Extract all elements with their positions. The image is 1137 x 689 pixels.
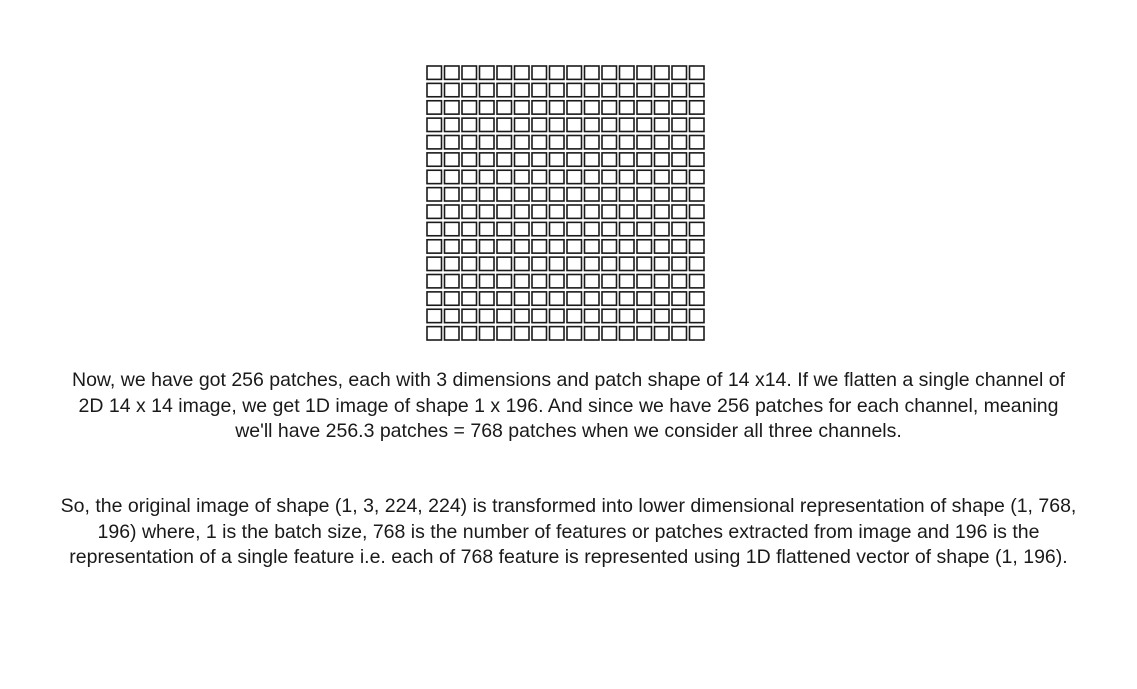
patch-cell [567, 188, 582, 201]
patch-cell [602, 118, 617, 131]
patch-cell [532, 170, 547, 183]
patch-cell [480, 118, 495, 131]
patch-cell [427, 327, 442, 340]
patch-cell [672, 292, 687, 305]
patch-cell [672, 257, 687, 270]
patch-cell [690, 222, 705, 235]
patch-cell [515, 118, 530, 131]
patch-cell [480, 257, 495, 270]
patch-cell [585, 327, 600, 340]
patch-cell [497, 66, 512, 79]
patch-cell [602, 257, 617, 270]
patch-cell [445, 309, 460, 322]
patch-cell [480, 275, 495, 288]
patch-cell [480, 83, 495, 96]
patch-cell [445, 188, 460, 201]
patch-cell [672, 240, 687, 253]
shape-transformation-paragraph: So, the original image of shape (1, 3, 224, 224) is transformed into lower dimensional representation of shape (1, 768, 196) where, 1 is the batch size, 768 is the number of features or patches extracted from image and 196 is the representation of a single feature i.e. each of 768 feature is represented using 1D flattened vector of shape (1, 196). [60, 495, 1077, 568]
patch-cell [532, 309, 547, 322]
patch-cell [515, 292, 530, 305]
patch-cell [602, 205, 617, 218]
patch-cell [497, 170, 512, 183]
patch-cell [655, 327, 670, 340]
patch-cell [567, 118, 582, 131]
patch-cell [497, 188, 512, 201]
patch-cell [637, 101, 652, 114]
patch-cell [427, 188, 442, 201]
patch-cell [672, 222, 687, 235]
patch-cell [532, 136, 547, 149]
patch-cell [532, 66, 547, 79]
patch-cell [602, 222, 617, 235]
patch-cell [480, 240, 495, 253]
patch-cell [532, 275, 547, 288]
patch-cell [427, 309, 442, 322]
patch-cell [445, 101, 460, 114]
patch-cell [672, 118, 687, 131]
patch-cell [602, 83, 617, 96]
patch-cell [445, 170, 460, 183]
patch-cell [690, 101, 705, 114]
patch-cell [637, 205, 652, 218]
patch-cell [445, 240, 460, 253]
patch-cell [620, 118, 635, 131]
patch-cell [672, 136, 687, 149]
patch-cell [655, 66, 670, 79]
patch-cell [532, 83, 547, 96]
patch-cell [515, 275, 530, 288]
patch-cell [462, 309, 477, 322]
patch-cell [445, 118, 460, 131]
patch-cell [690, 153, 705, 166]
patch-cell [655, 118, 670, 131]
patches-explanation-paragraph: Now, we have got 256 patches, each with 3 dimensions and patch shape of 14 x14. If we flatten a single channel of 2D 14 x 14 image, we get 1D image of shape 1 x 196. And since we have 256 patches for each channel, meaning we'll have 256.3 patches = 768 patches when we consider all three channels. [72, 369, 1065, 442]
patch-cell [672, 309, 687, 322]
patch-cell [637, 257, 652, 270]
patch-cell [655, 136, 670, 149]
patch-cell [637, 240, 652, 253]
patch-cell [445, 153, 460, 166]
patch-cell [655, 153, 670, 166]
patch-cell [497, 257, 512, 270]
patch-cell [532, 327, 547, 340]
patch-cell [480, 292, 495, 305]
patch-cell [602, 292, 617, 305]
patch-cell [672, 205, 687, 218]
patch-cell [515, 309, 530, 322]
patch-cell [690, 66, 705, 79]
patch-cell [550, 309, 565, 322]
patch-cell [620, 83, 635, 96]
patch-cell [427, 205, 442, 218]
patch-cell [532, 257, 547, 270]
patch-cell [620, 309, 635, 322]
patch-cell [602, 240, 617, 253]
patch-cell [602, 275, 617, 288]
patch-cell [515, 66, 530, 79]
patch-cell [480, 66, 495, 79]
patch-cell [567, 170, 582, 183]
patch-cell [567, 292, 582, 305]
patch-cell [637, 170, 652, 183]
patch-cell [620, 257, 635, 270]
patch-cell [602, 188, 617, 201]
patch-cell [480, 188, 495, 201]
patch-cell [620, 222, 635, 235]
patch-cell [672, 188, 687, 201]
patch-cell [427, 153, 442, 166]
patch-cell [550, 153, 565, 166]
patch-cell [427, 83, 442, 96]
patch-cell [602, 170, 617, 183]
patch-cell [602, 66, 617, 79]
patch-cell [672, 275, 687, 288]
patch-cell [532, 292, 547, 305]
patch-cell [567, 66, 582, 79]
patch-cell [515, 101, 530, 114]
patch-cell [532, 205, 547, 218]
patch-cell [620, 153, 635, 166]
patch-cell [427, 222, 442, 235]
patch-cell [515, 83, 530, 96]
patch-cell [637, 275, 652, 288]
patch-cell [672, 83, 687, 96]
patch-cell [637, 66, 652, 79]
patch-cell [602, 101, 617, 114]
patch-cell [515, 240, 530, 253]
patch-cell [655, 188, 670, 201]
patch-cell [427, 101, 442, 114]
patch-cell [690, 118, 705, 131]
patch-cell [655, 240, 670, 253]
patch-cell [620, 205, 635, 218]
patch-cell [515, 327, 530, 340]
patch-cell [550, 170, 565, 183]
patch-cell [655, 275, 670, 288]
patch-cell [497, 222, 512, 235]
patch-cell [585, 205, 600, 218]
patch-cell [620, 327, 635, 340]
patch-cell [427, 136, 442, 149]
patch-cell [515, 222, 530, 235]
patch-cell [620, 292, 635, 305]
patch-cell [637, 309, 652, 322]
patch-cell [497, 275, 512, 288]
patch-cell [637, 222, 652, 235]
patch-cell [462, 118, 477, 131]
patch-cell [690, 275, 705, 288]
patch-cell [585, 275, 600, 288]
patch-cell [497, 309, 512, 322]
patch-cell [497, 118, 512, 131]
patch-cell [550, 118, 565, 131]
patch-cell [445, 83, 460, 96]
patch-cell [585, 136, 600, 149]
patch-cell [655, 83, 670, 96]
patch-cell [620, 240, 635, 253]
patch-cell [532, 153, 547, 166]
patch-cell [462, 170, 477, 183]
patch-cell [585, 240, 600, 253]
patch-cell [445, 275, 460, 288]
patch-cell [462, 136, 477, 149]
patch-cell [567, 101, 582, 114]
patch-cell [480, 101, 495, 114]
patch-cell [655, 205, 670, 218]
patch-cell [672, 153, 687, 166]
patch-cell [550, 240, 565, 253]
patch-cell [620, 170, 635, 183]
patch-cell [497, 83, 512, 96]
patch-cell [462, 205, 477, 218]
patch-cell [445, 205, 460, 218]
patch-cell [567, 153, 582, 166]
patch-cell [462, 101, 477, 114]
patch-cell [602, 309, 617, 322]
patch-cell [655, 101, 670, 114]
patch-cell [585, 153, 600, 166]
patch-cell [515, 257, 530, 270]
patch-cell [567, 136, 582, 149]
patch-cell [550, 66, 565, 79]
patch-cell [567, 205, 582, 218]
patch-grid-diagram [426, 65, 706, 343]
patch-cell [620, 66, 635, 79]
patch-cell [532, 118, 547, 131]
patch-cell [445, 136, 460, 149]
patch-cell [515, 153, 530, 166]
patch-cell [532, 240, 547, 253]
patch-cell [672, 66, 687, 79]
patch-cell [497, 327, 512, 340]
patch-cell [690, 327, 705, 340]
patch-cell [567, 257, 582, 270]
patch-cell [550, 136, 565, 149]
patch-cell [462, 240, 477, 253]
patch-cell [690, 240, 705, 253]
patch-cell [620, 101, 635, 114]
patch-cell [602, 136, 617, 149]
patch-cell [480, 170, 495, 183]
patch-cell [585, 292, 600, 305]
patch-cell [445, 257, 460, 270]
patch-cell [480, 309, 495, 322]
patch-cell [602, 153, 617, 166]
patch-cell [620, 136, 635, 149]
patch-cell [655, 222, 670, 235]
patch-cell [497, 101, 512, 114]
patch-cell [690, 292, 705, 305]
patch-cell [620, 188, 635, 201]
patch-cell [462, 153, 477, 166]
patch-cell [637, 136, 652, 149]
patch-cell [462, 257, 477, 270]
patch-cell [497, 153, 512, 166]
patch-cell [462, 292, 477, 305]
patch-cell [480, 136, 495, 149]
patch-cell [480, 153, 495, 166]
patch-cell [655, 257, 670, 270]
patch-cell [672, 101, 687, 114]
patch-cell [637, 292, 652, 305]
patch-cell [532, 101, 547, 114]
patch-cell [497, 205, 512, 218]
patch-cell [515, 170, 530, 183]
patch-cell [690, 83, 705, 96]
patch-cell [690, 309, 705, 322]
patch-cell [445, 292, 460, 305]
patch-cell [637, 118, 652, 131]
patch-cell [585, 101, 600, 114]
patch-cell [462, 275, 477, 288]
patch-cell [672, 170, 687, 183]
patch-cell [567, 275, 582, 288]
patch-cell [585, 66, 600, 79]
patch-cell [480, 327, 495, 340]
patch-cell [550, 327, 565, 340]
patch-cell [462, 83, 477, 96]
patch-cell [532, 222, 547, 235]
patch-cell [427, 275, 442, 288]
patch-cell [480, 205, 495, 218]
patch-cell [515, 188, 530, 201]
patch-cell [427, 257, 442, 270]
patch-cell [690, 170, 705, 183]
patch-cell [585, 222, 600, 235]
patch-cell [655, 170, 670, 183]
patch-cell [567, 327, 582, 340]
patch-cell [637, 188, 652, 201]
patch-cell [567, 83, 582, 96]
patch-cell [690, 188, 705, 201]
patch-cell [637, 83, 652, 96]
patch-cell [550, 292, 565, 305]
patch-cell [550, 205, 565, 218]
patch-cell [462, 327, 477, 340]
patch-cell [585, 188, 600, 201]
patch-cell [462, 66, 477, 79]
patch-cell [655, 309, 670, 322]
patch-cell [445, 222, 460, 235]
patch-cell [550, 101, 565, 114]
patch-cell [620, 275, 635, 288]
patch-cell [462, 222, 477, 235]
patch-cell [585, 118, 600, 131]
patch-cell [585, 170, 600, 183]
patch-cell [585, 83, 600, 96]
patch-cell [690, 257, 705, 270]
patch-cell [480, 222, 495, 235]
patch-cell [585, 309, 600, 322]
patch-cell [550, 188, 565, 201]
patch-cell [567, 222, 582, 235]
patch-cell [550, 83, 565, 96]
patch-cell [655, 292, 670, 305]
patch-cell [602, 327, 617, 340]
patch-cell [690, 205, 705, 218]
patch-cell [497, 136, 512, 149]
patch-cell [637, 327, 652, 340]
patch-cell [445, 327, 460, 340]
patch-cell [550, 222, 565, 235]
patch-cell [672, 327, 687, 340]
patch-cell [585, 257, 600, 270]
patch-cell [550, 257, 565, 270]
patch-cell [427, 118, 442, 131]
patch-cell [532, 188, 547, 201]
patch-cell [515, 205, 530, 218]
patch-cell [515, 136, 530, 149]
patch-cell [445, 66, 460, 79]
patch-cell [637, 153, 652, 166]
patch-cell [427, 240, 442, 253]
patch-cell [427, 292, 442, 305]
patch-cell [427, 66, 442, 79]
patch-cell [427, 170, 442, 183]
patch-cell [497, 292, 512, 305]
patch-cell [462, 188, 477, 201]
patch-cell [550, 275, 565, 288]
patch-cell [567, 309, 582, 322]
patch-cell [567, 240, 582, 253]
patch-cell [690, 136, 705, 149]
patch-cell [497, 240, 512, 253]
